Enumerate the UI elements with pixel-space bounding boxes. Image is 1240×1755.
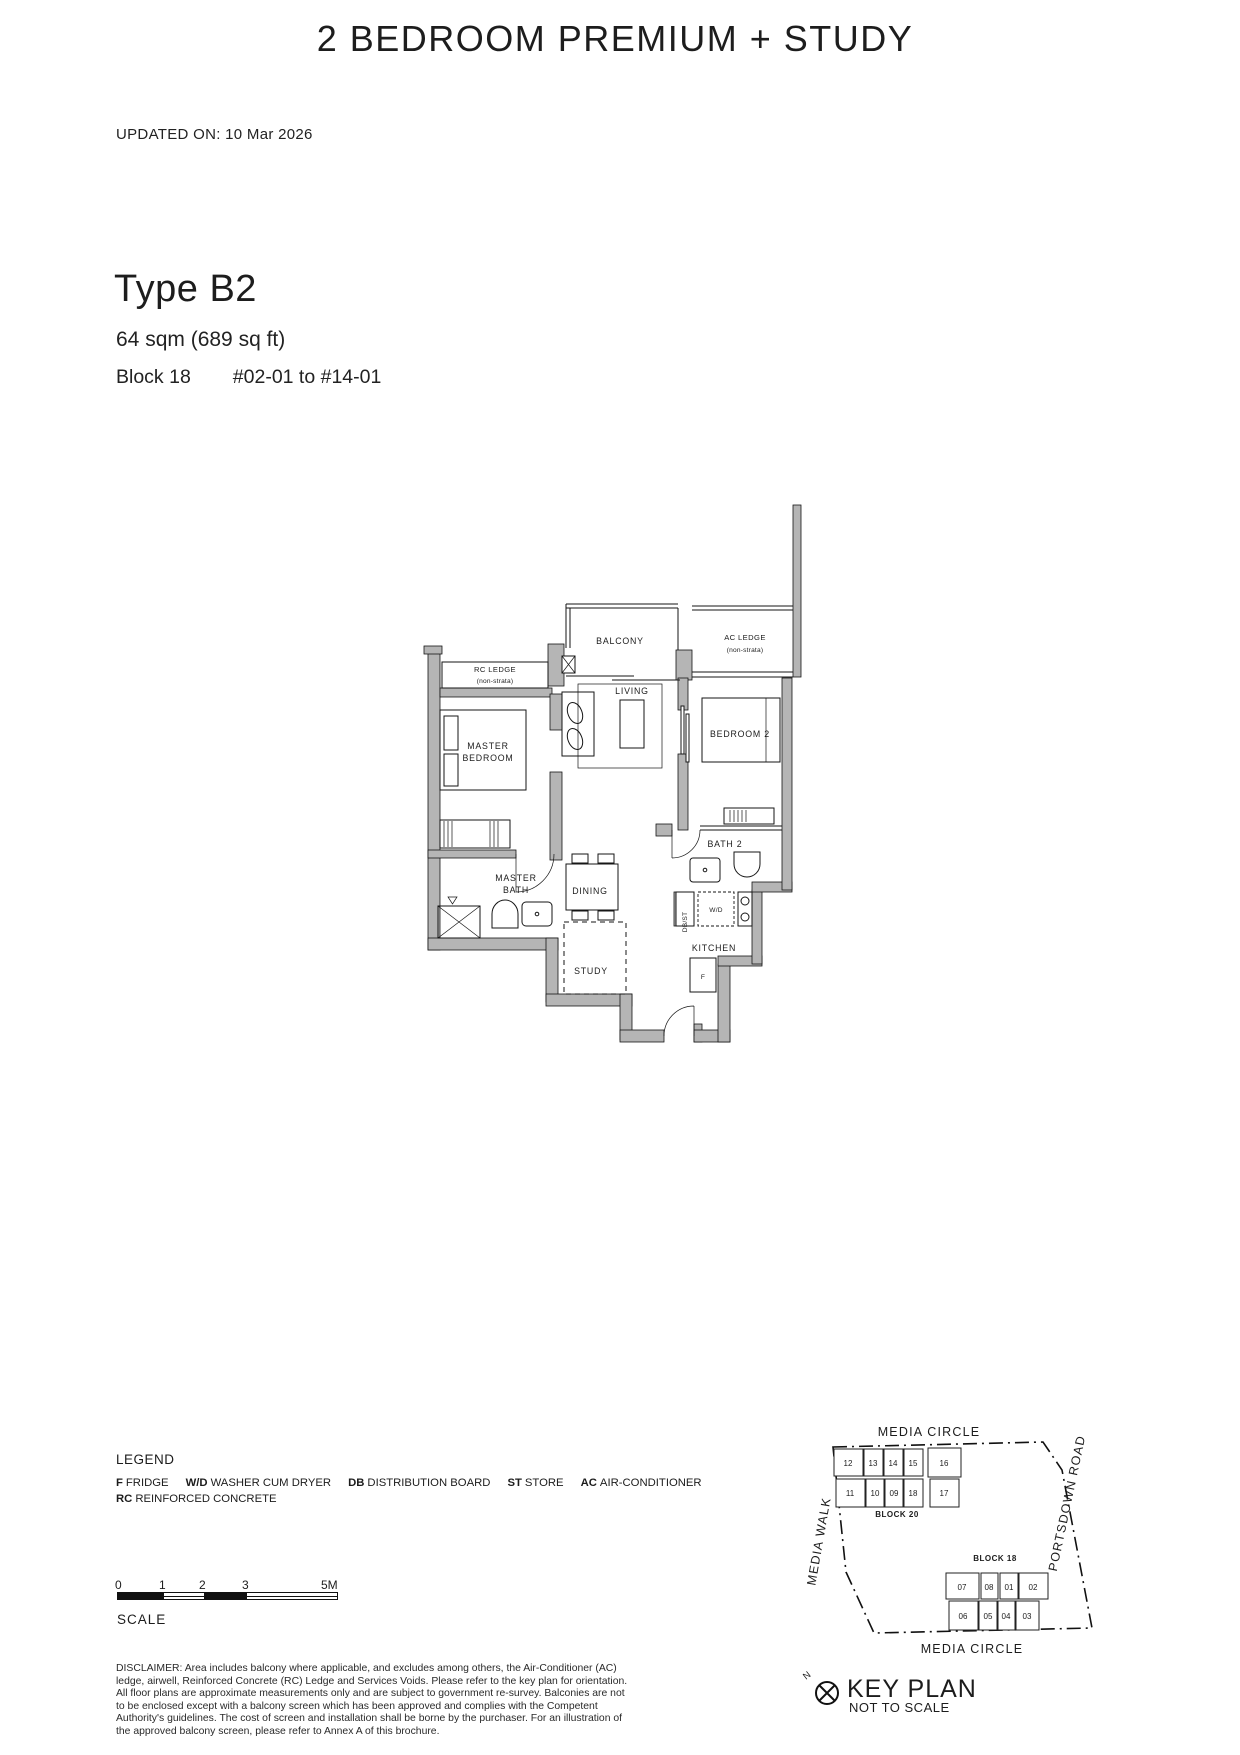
legend-item: AC AIR-CONDITIONER [580, 1477, 702, 1489]
legend-heading: LEGEND [116, 1452, 175, 1467]
svg-text:05: 05 [983, 1612, 993, 1621]
block18-units [946, 1573, 1048, 1630]
ledges-and-balcony [442, 604, 793, 688]
label-fridge: F [700, 974, 706, 981]
legend-row-2 [116, 1493, 676, 1505]
room-label-rc-ledge: RC LEDGE [473, 665, 517, 674]
svg-text:02: 02 [1028, 1583, 1038, 1592]
room-label-kitchen: KITCHEN [691, 943, 737, 953]
svg-text:18: 18 [908, 1489, 918, 1498]
svg-text:09: 09 [889, 1489, 899, 1498]
label-db-st: DB/ST [682, 911, 689, 933]
unit-stack-range: #02-01 to #14-01 [232, 366, 382, 388]
block20-units [834, 1448, 961, 1507]
road-label-media-walk: MEDIA WALK [804, 1496, 834, 1587]
room-label-balcony: BALCONY [596, 636, 644, 646]
label-washer-dryer: W/D [709, 907, 723, 914]
room-label-master-bedroom-1: MASTER [467, 741, 509, 751]
legend-row-1 [116, 1477, 702, 1489]
disclaimer-text: DISCLAIMER: Area includes balcony where applicable, and excludes among others, the Air-Conditioner (AC) ledge, airwell, Reinforced Concrete (RC) Ledge and Services Voids. Please refer to the key plan for orientation. All floor plans are approximate measurements only and are subject to government re-survey. Balconies are not to be enclosed except with a balcony screen which has been approved and complies with the Competent Authority's guidelines. The cost of screen and installation shall be borne by the purchaser. For an illustration of the approved balcony screen, please refer to Annex A of this brochure. [116, 1663, 628, 1737]
legend-item: F FRIDGE [116, 1477, 169, 1489]
key-plan-title: KEY PLAN [847, 1675, 977, 1703]
key-plan [795, 1420, 1105, 1715]
road-label-portsdown-road: PORTSDOWN ROAD [1045, 1433, 1089, 1573]
legend-item: ST STORE [507, 1477, 564, 1489]
floor-plan [415, 495, 810, 1055]
scale-label: SCALE [117, 1612, 167, 1627]
unit-area: 64 sqm (689 sq ft) [116, 328, 286, 351]
legend-item: DB DISTRIBUTION BOARD [348, 1477, 491, 1489]
unit-walls [424, 505, 801, 1042]
room-label-bath2: BATH 2 [707, 839, 743, 849]
legend-item: W/D WASHER CUM DRYER [185, 1477, 332, 1489]
room-label-bedroom2: BEDROOM 2 [710, 729, 770, 739]
room-label-master-bedroom-2: BEDROOM [462, 753, 514, 763]
unit-type-title: Type B2 [114, 268, 257, 310]
room-label-study: STUDY [574, 966, 608, 976]
page-title: 2 BEDROOM PREMIUM + STUDY [316, 18, 914, 59]
room-label-master-bath-2: BATH [502, 885, 530, 895]
scale-ticks: 0 1 2 3 5M [115, 1578, 338, 1592]
legend-item: RC REINFORCED CONCRETE [116, 1493, 277, 1505]
compass-north-label: N [801, 1669, 814, 1683]
svg-text:08: 08 [984, 1583, 994, 1592]
unit-block: Block 18 [116, 366, 191, 388]
room-label-master-bath-1: MASTER [495, 873, 537, 883]
block20-label: BLOCK 20 [875, 1510, 919, 1519]
svg-text:14: 14 [888, 1459, 898, 1468]
room-label-dining: DINING [572, 886, 608, 896]
svg-text:13: 13 [868, 1459, 878, 1468]
svg-text:10: 10 [870, 1489, 880, 1498]
room-label-living: LIVING [615, 686, 649, 696]
road-label-media-circle-bottom: MEDIA CIRCLE [920, 1642, 1024, 1656]
unit-block-line [116, 366, 381, 389]
block18-label: BLOCK 18 [973, 1554, 1017, 1563]
svg-text:01: 01 [1004, 1583, 1014, 1592]
updated-on-label: UPDATED ON: 10 Mar 2026 [116, 126, 313, 143]
room-label-ac-ledge-sub: (non-strata) [726, 647, 764, 654]
svg-text:11: 11 [845, 1489, 855, 1498]
svg-text:07: 07 [957, 1583, 967, 1592]
key-plan-subtitle: NOT TO SCALE [849, 1700, 950, 1715]
scale-bar-graphic [117, 1592, 338, 1600]
scale-bar [117, 1578, 347, 1627]
svg-text:04: 04 [1001, 1612, 1011, 1621]
svg-text:17: 17 [939, 1489, 949, 1498]
svg-text:15: 15 [908, 1459, 918, 1468]
room-label-ac-ledge: AC LEDGE [724, 633, 766, 642]
road-label-media-circle-top: MEDIA CIRCLE [877, 1425, 981, 1439]
legend [116, 1452, 702, 1509]
svg-text:03: 03 [1022, 1612, 1032, 1621]
svg-text:16: 16 [939, 1459, 949, 1468]
room-label-rc-ledge-sub: (non-strata) [476, 678, 514, 685]
compass-icon [816, 1682, 838, 1704]
svg-text:06: 06 [958, 1612, 968, 1621]
svg-text:12: 12 [843, 1459, 853, 1468]
